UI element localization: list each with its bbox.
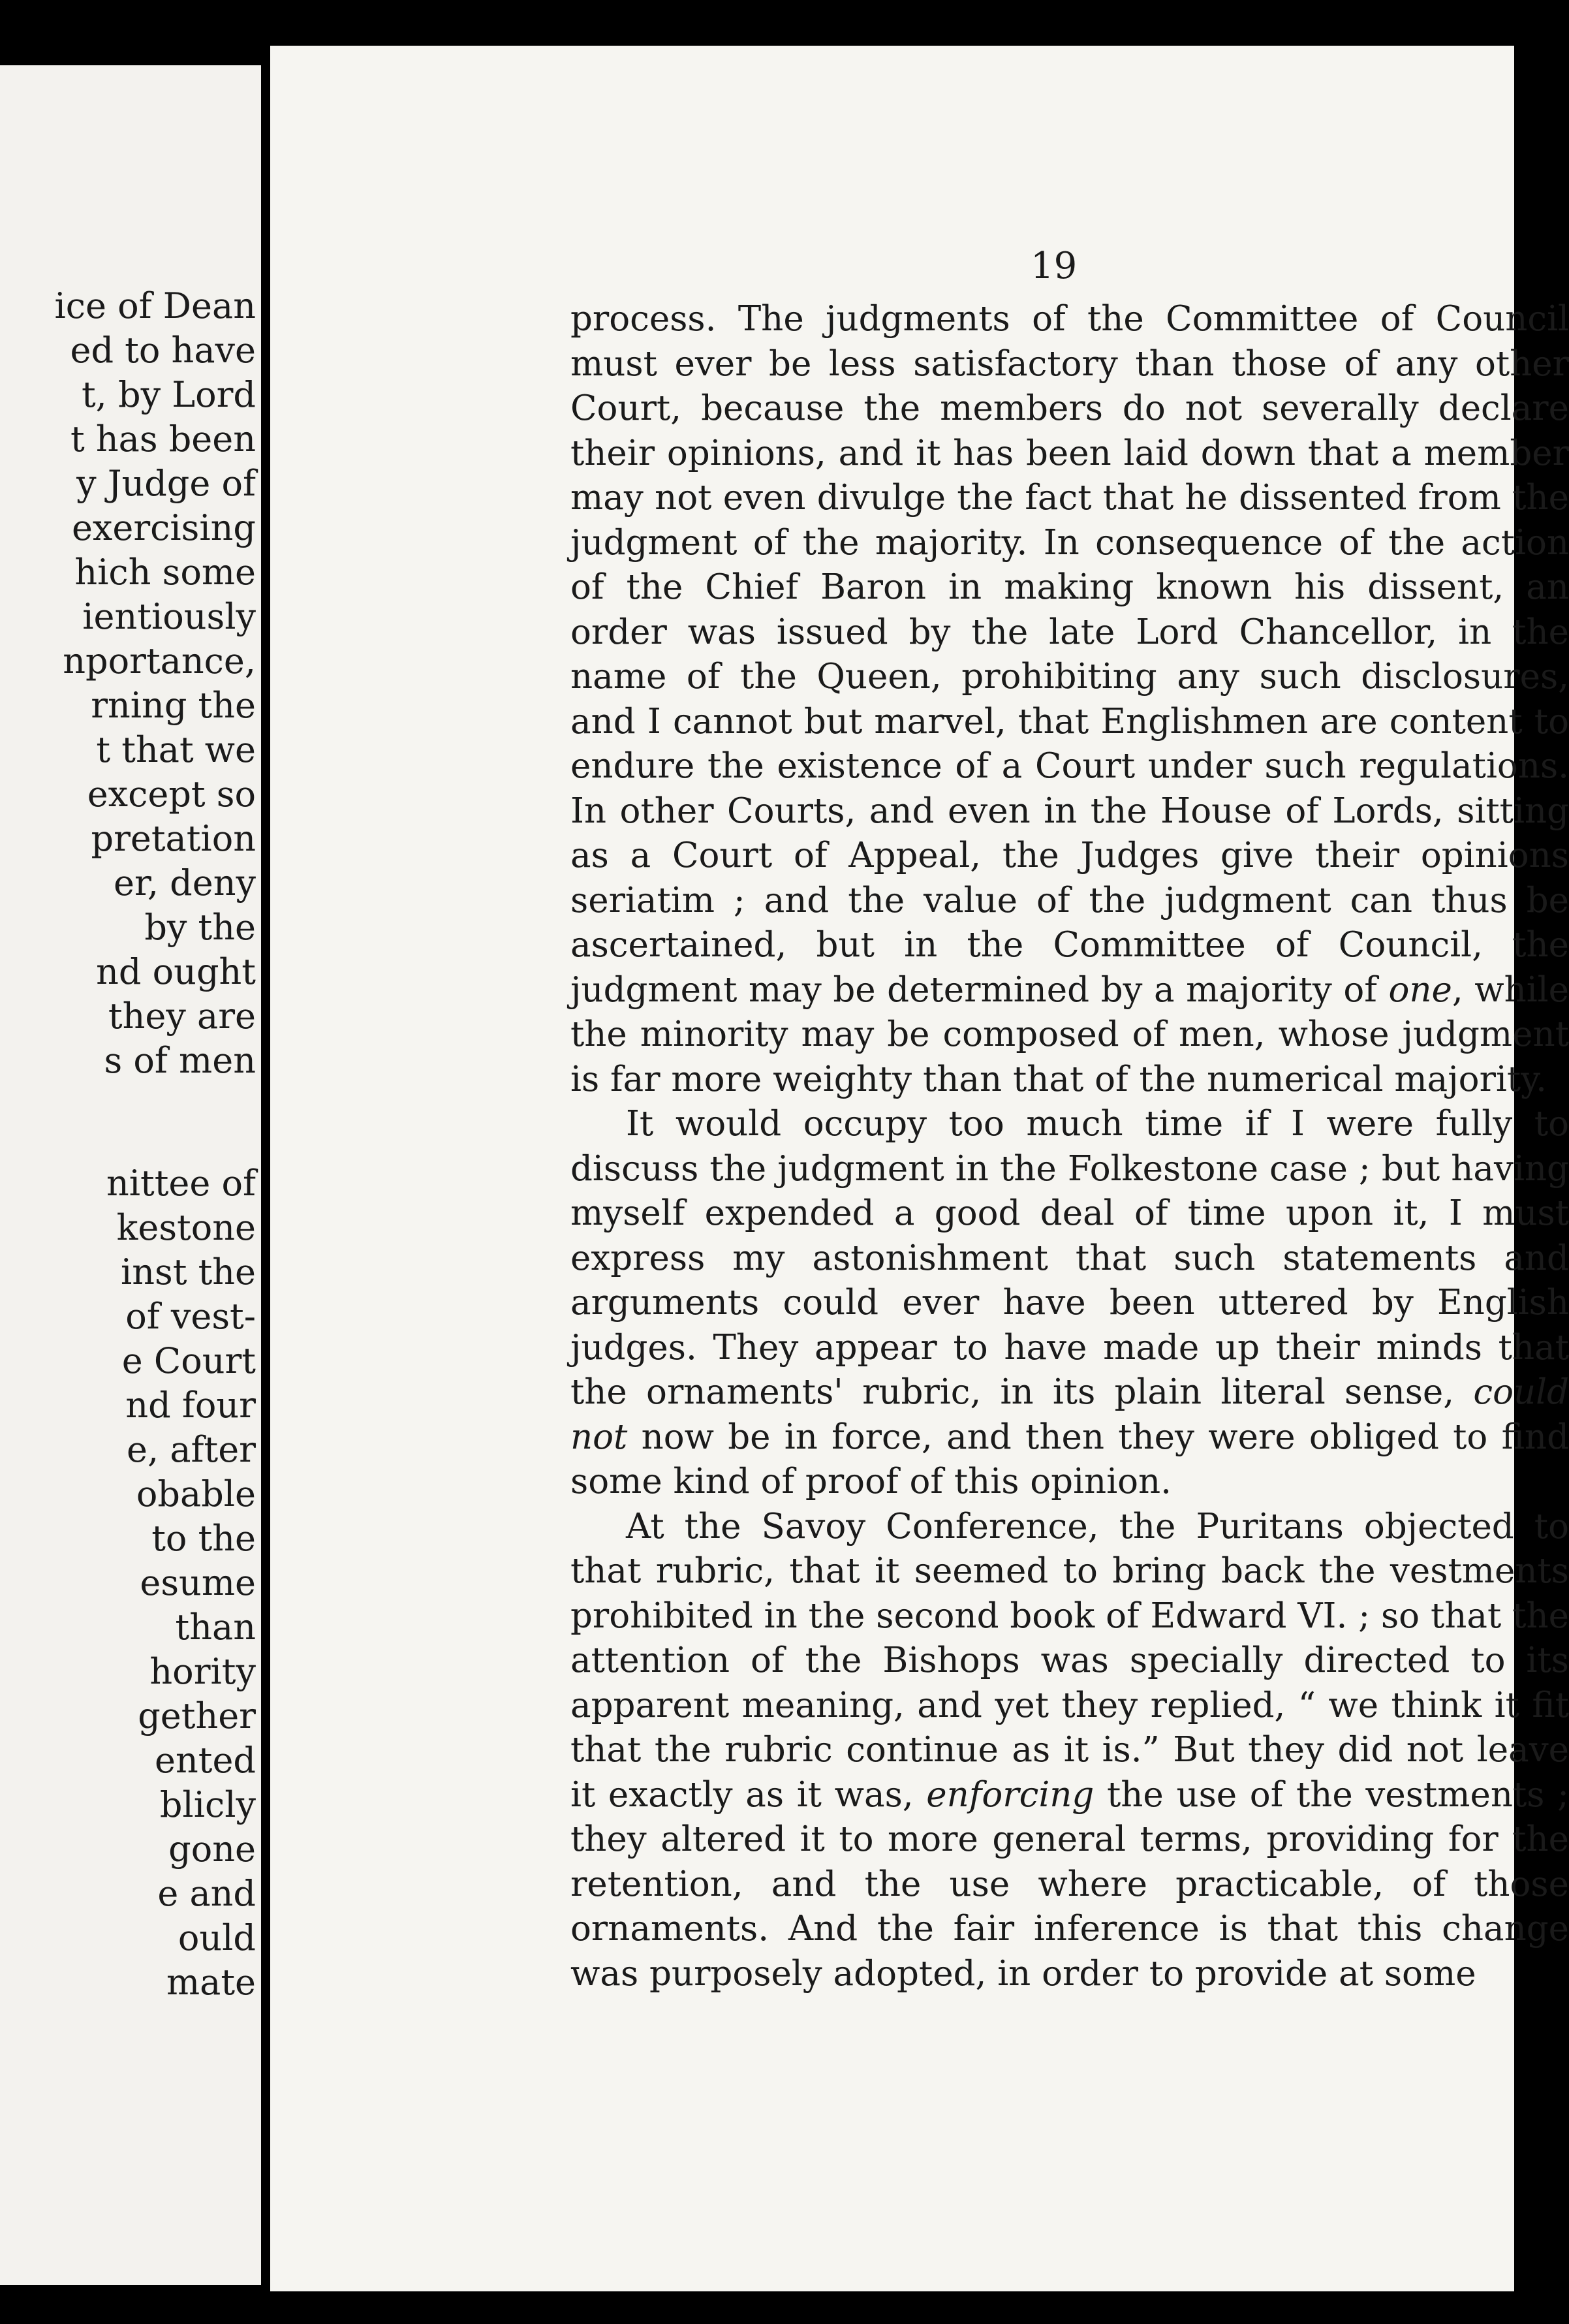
left-fragment: e Court xyxy=(121,1340,256,1381)
left-fragment: exercising xyxy=(71,507,256,548)
left-fragment: hority xyxy=(149,1651,256,1692)
left-fragment: by the xyxy=(144,907,256,948)
left-fragment: kestone xyxy=(116,1207,256,1248)
left-fragment: ented xyxy=(155,1740,256,1781)
left-fragment: of vest- xyxy=(125,1296,256,1337)
italic-run: could not xyxy=(570,1372,1569,1457)
paragraph-1 xyxy=(570,297,1569,1102)
left-fragment: hich some xyxy=(74,552,256,593)
left-fragment: to the xyxy=(151,1518,256,1559)
left-fragment: except so xyxy=(87,774,256,815)
left-fragment-gap xyxy=(54,1083,256,1161)
left-facing-page xyxy=(0,65,261,2285)
text-run: , while the minority may be composed of men, whose judgment is far more weighty than that of the numerical majority. xyxy=(570,969,1569,1099)
text-run: now be in force, and then they were obliged to find some kind of proof of this opinion. xyxy=(570,1417,1569,1501)
left-fragment: gone xyxy=(168,1829,256,1870)
left-fragment: t has been xyxy=(70,418,256,460)
left-fragment: esume xyxy=(140,1562,256,1603)
paragraph-2 xyxy=(570,1102,1569,1505)
text-run: At the Savoy Conference, the Puritans objected to that rubric, that it seemed to bring back the vestments prohibited in the second book of Edward VI. ; so that the attention of the Bishops was specially directed to its apparent meaning, and yet they replied, “ we think it fit that the rubric continue as it is.” But they did not leave it exactly as it was, xyxy=(570,1506,1569,1815)
right-page xyxy=(270,46,1569,2291)
left-fragment: ould xyxy=(178,1917,256,1958)
left-fragment: nd four xyxy=(125,1385,256,1426)
text-run: process. The judgments of the Committee of Council must ever be less satisfactory than those of any other Court, because the members do not severally declare their opinions, and it has been laid down that a member may not even divulge the fact that he dissented from the judgment of the majority. In consequence of the action of the Chief Baron in making known his dissent, an order was issued by the late Lord Chancellor, in the name of the Queen, prohibiting any such disclosures, and I cannot but marvel, that Englishmen are content to endure the existence of a Court under such regulations. In other Courts, and even in the House of Lords, sitting as a Court of Appeal, the Judges give their opinions seriatim ; and the value of the judgment can thus be ascertained, but in the Committee of Council, the judgment may be determined by a majority of xyxy=(570,299,1569,1010)
left-fragment: ice of Dean xyxy=(54,285,256,326)
left-fragment: ientiously xyxy=(82,596,256,637)
left-page-text-fragments xyxy=(54,284,256,2005)
text-run: It would occupy too much time if I were fully to discuss the judgment in the Folkestone case ; but having myself expended a good deal of time upon it, I must express my astonishment that such statements and arguments could ever have been uttered by English judges. They appear to have made up their minds that the ornaments' rubric, in its plain literal sense, xyxy=(570,1104,1569,1412)
book-gutter xyxy=(261,65,270,2285)
left-fragment: nd ought xyxy=(96,951,256,992)
left-fragment: gether xyxy=(138,1695,256,1736)
left-fragment: rning the xyxy=(91,685,256,726)
left-fragment: nittee of xyxy=(106,1163,256,1204)
page-number: 19 xyxy=(1031,245,1078,287)
left-fragment: than xyxy=(175,1607,256,1648)
left-fragment: they are xyxy=(108,996,256,1037)
body-text xyxy=(570,297,1569,1996)
text-run: the use of the vestments ; they altered it to more general terms, providing for the retention, and the use where practicable, of those ornaments. And the fair inference is that this change was purposely adopted, in order to provide at some xyxy=(570,1774,1569,1994)
left-fragment: s of men xyxy=(104,1040,256,1081)
scan-border-bottom xyxy=(0,2291,1514,2324)
left-fragment: e, after xyxy=(127,1429,256,1470)
paragraph-3 xyxy=(570,1505,1569,1997)
left-fragment: obable xyxy=(136,1473,256,1515)
left-fragment: t, by Lord xyxy=(81,374,256,415)
left-fragment: er, deny xyxy=(114,862,256,903)
left-fragment: blicly xyxy=(159,1784,256,1825)
left-fragment: t that we xyxy=(96,729,256,770)
italic-run: enforcing xyxy=(926,1774,1095,1815)
left-fragment: ed to have xyxy=(70,330,256,371)
left-fragment: y Judge of xyxy=(76,463,256,504)
left-fragment: mate xyxy=(166,1962,256,2003)
left-fragment: pretation xyxy=(91,818,256,859)
left-fragment: inst the xyxy=(120,1251,256,1293)
italic-run: one xyxy=(1388,969,1452,1010)
left-fragment: e and xyxy=(157,1873,256,1914)
left-fragment: nportance, xyxy=(63,640,256,682)
